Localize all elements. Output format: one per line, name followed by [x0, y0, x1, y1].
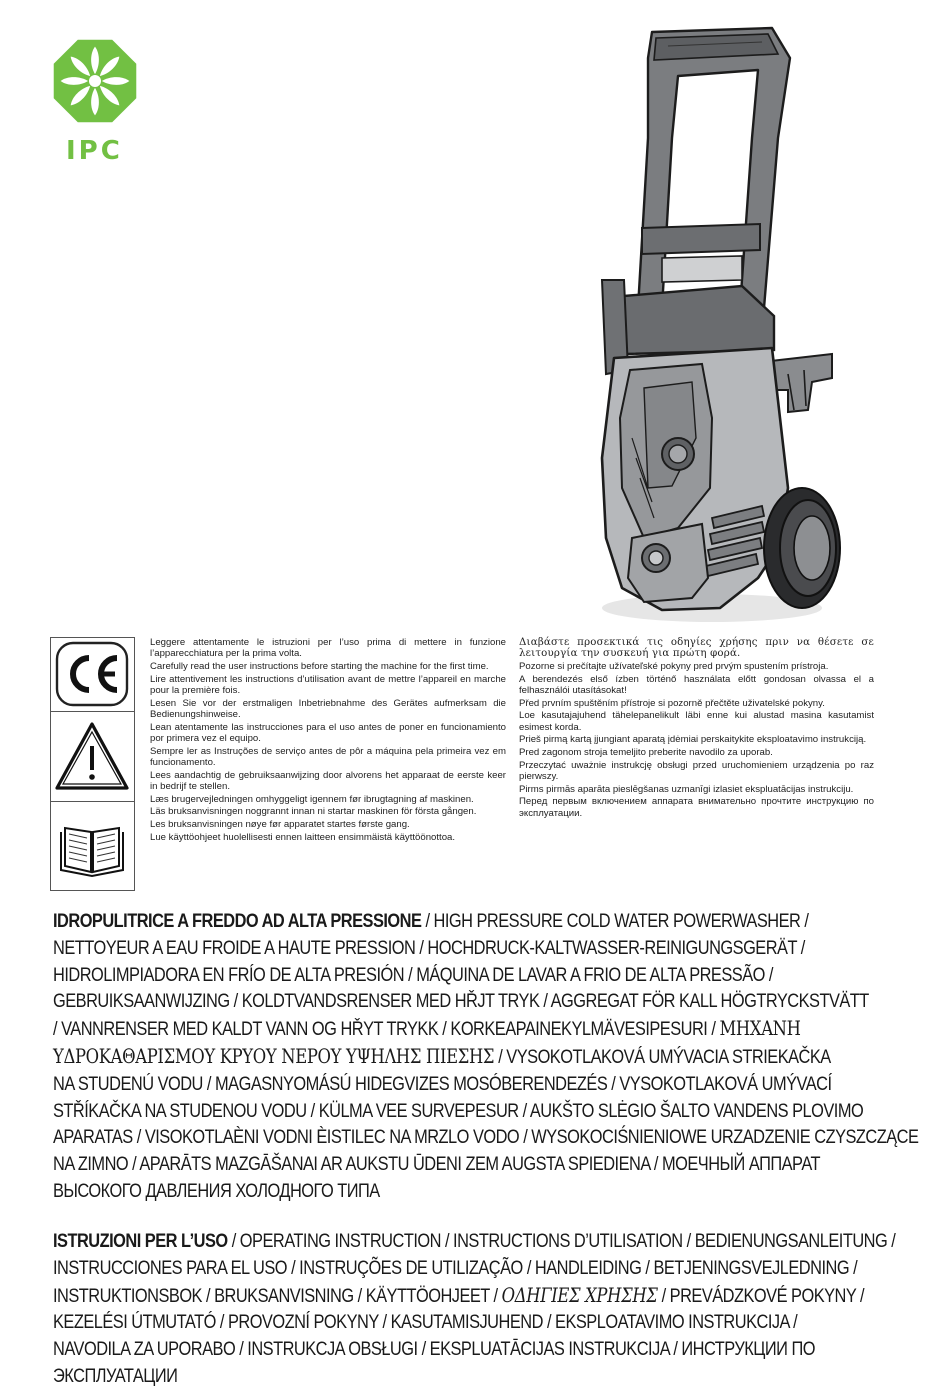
title-line-8: STŘÍKAČKA NA STUDENOU VODU / KÜLMA VEE SURVEPESUR / AUKŠTO SLĖGIO ŠALTO VANDENS PLOVIMO: [53, 1100, 864, 1122]
warning-de: Lesen Sie vor der erstmaligen Inbetriebnahme des Gerätes aufmerksam die Bedienungshinweise.: [150, 697, 506, 720]
title-line-11: ВЫСОКОГО ДАВЛЕНИЯ ХОЛОДНОГО ТИПА: [53, 1180, 380, 1202]
warning-el: Διαβάστε προσεκτικά τις οδηγίες χρήσης πριν να θέσετε σε λειτουργία την συσκευή για πρώτη φορά.: [519, 637, 874, 660]
instructions-lead: ISTRUZIONI PER L’USO: [53, 1231, 228, 1252]
warning-en: Carefully read the user instructions before starting the machine for the first time.: [150, 660, 489, 672]
manual-cell: [51, 802, 134, 892]
title-line-10: NA ZIMNO / APARĀTS MAZGĀŠANAI AR AUKSTU ŪDENI ZEM AUGSTA SPIEDIENA / МОЕЧНЫЙ АППАРАТ: [53, 1154, 820, 1176]
instructions-line-5: NAVODILA ZA UPORABO / INSTRUKCJA OBSŁUGI / EKSPLUATĀCIJAS INSTRUKCIJA / ИНСТРУКЦИИ ПО: [53, 1339, 815, 1361]
title-line-2: NETTOYEUR A EAU FROIDE A HAUTE PRESSION / HOCHDRUCK-KALTWASSER-REINIGUNGSGERÄT /: [53, 937, 805, 959]
title-line-5: / VANNRENSER MED KALDT VANN OG HŘYT TRYKK / KORKEAPAINEKYLMÄVESIPESURI / ΜΗΧΑΝΗ: [53, 1017, 801, 1041]
warning-icon: [51, 712, 133, 800]
title-line-7: NA STUDENÚ VODU / MAGASNYOMÁSÚ HIDEGVIZES MOSÓBERENDEZÉS / VYSOKOTLAKOVÁ UMÝVACÍ: [53, 1073, 832, 1095]
pressure-washer-illustration: [592, 18, 872, 630]
ipc-logo-icon: [52, 38, 138, 124]
warning-cs: Před prvním spuštěním přístroje si pozorně přečtěte uživatelské pokyny.: [519, 697, 825, 709]
warning-sk: Pozorne si prečítajte užívateľské pokyny pred prvým spustením prístroja.: [519, 660, 829, 672]
ce-mark-icon: [51, 638, 133, 710]
instructions-title: [53, 1229, 896, 1391]
warning-lv: Pirms pirmās aparāta pieslēgšanas uzmanīgi izlasiet ekspluatācijas instrukciju.: [519, 783, 854, 795]
warning-et: Loe kasutajajuhend tähelepanelikult läbi enne kui alustad masina kasutamist esimest korda.: [519, 710, 874, 733]
instructions-line-1: ISTRUZIONI PER L’USO / OPERATING INSTRUCTION / INSTRUCTIONS D’UTILISATION / BEDIENUNGSANLEITUNG /: [53, 1231, 896, 1252]
warning-pl: Przeczytać uważnie instrukcję obsługi przed uruchomieniem urządzenia po raz pierwszy.: [519, 759, 874, 782]
brand-name: IPC: [66, 136, 123, 166]
warning-hu: A berendezés első ízben történő használata előtt gondosan olvassa el a felhasználói utasításokat!: [519, 673, 874, 696]
warning-es: Lean atentamente las instrucciones para el uso antes de poner en funcionamiento por primera vez el equipo.: [150, 721, 506, 744]
title-line-4: GEBRUIKSAANWIJZING / KOLDTVANDSRENSER MED HŘJT TRYK / AGGREGAT FÖR KALL HÖGTRYCKSTVÄTT: [53, 991, 869, 1013]
title-line-1: IDROPULITRICE A FREDDO AD ALTA PRESSIONE / HIGH PRESSURE COLD WATER POWERWASHER /: [53, 911, 809, 932]
instructions-line-6: ЭКСПЛУАТАЦИИ: [53, 1365, 178, 1387]
warning-it: Leggere attentamente le istruzioni per l’uso prima di mettere in funzione l’apparecchiatura per la prima volta.: [150, 637, 506, 660]
warning-cell: [51, 712, 134, 802]
title-line-9: APARATAS / VISOKOTLAÈNI VODNI ÈISTILEC NA MRZLO VODO / WYSOKOCIŚNIENIOWE URZADZENIE CZYSZCZĄCE: [53, 1127, 919, 1149]
product-title: [53, 909, 919, 1206]
title-lead: IDROPULITRICE A FREDDO AD ALTA PRESSIONE: [53, 911, 422, 932]
warning-ru: Перед первым включением аппарата внимательно прочтите инструкцию по эксплуатации.: [519, 796, 874, 819]
title-line-6: ΥΔΡΟΚΑΘΑΡΙΣΜΟΥ ΚΡΥΟΥ ΝΕΡΟΥ ΥΨΗΛΗΣ ΠΙΕΣΗΣ / VYSOKOTLAKOVÁ UMÝVACIA STRIEKAČKA: [53, 1044, 831, 1068]
warning-fi: Lue käyttöohjeet huolellisesti ennen laitteen ensimmäistä käyttöönottoa.: [150, 831, 456, 843]
safety-symbols-panel: [50, 637, 135, 891]
warning-pt: Sempre ler as Instruções de serviço antes de pôr a máquina pela primeira vez em funcionamento.: [150, 745, 506, 768]
warning-no: Les bruksanvisningen nøye før apparatet startes første gang.: [150, 818, 410, 830]
warning-da: Læs brugervejledningen omhyggeligt igennem før ibrugtagning af maskinen.: [150, 793, 474, 805]
warning-sv: Läs bruksanvisningen noggrannt innan ni startar maskinen för första gången.: [150, 806, 477, 818]
warnings-right-column: [519, 637, 874, 820]
instructions-line-3: INSTRUKTIONSBOK / BRUKSANVISNING / KÄYTTÖOHJEET / ΟΔΗΓΙΕΣ ΧΡΗΣΗΣ / PREVÁDZKOVÉ POKYNY /: [53, 1283, 865, 1307]
warning-fr: Lire attentivement les instructions d’utilisation avant de mettre l’appareil en marche pour la première fois.: [150, 673, 506, 696]
warnings-left-column: [150, 637, 506, 844]
open-book-icon: [51, 802, 133, 890]
title-line-3: HIDROLIMPIADORA EN FRÍO DE ALTA PRESIÓN / MÁQUINA DE LAVAR A FRIO DE ALTA PRESSÃO /: [53, 964, 773, 986]
warning-lt: Prieš pirmą kartą įjungiant aparatą įdėmiai perskaitykite eksploatavimo instrukciją.: [519, 734, 867, 746]
ce-cell: [51, 638, 134, 712]
instructions-line-2: INSTRUCCIONES PARA EL USO / INSTRUÇÕES DE UTILIZAÇÃO / HANDLEIDING / BETJENINGSVEJLEDNING /: [53, 1257, 858, 1279]
warning-nl: Lees aandachtig de gebruiksaanwijzing door alvorens het apparaat de eerste keer in bedrijf te stellen.: [150, 769, 506, 792]
instructions-line-4: KEZELÉSI ÚTMUTATÓ / PROVOZNÍ POKYNY / KASUTAMISJUHEND / EKSPLOATAVIMO INSTRUKCIJA /: [53, 1312, 798, 1334]
warning-sl: Pred zagonom stroja temeljito preberite navodilo za uporab.: [519, 747, 773, 759]
